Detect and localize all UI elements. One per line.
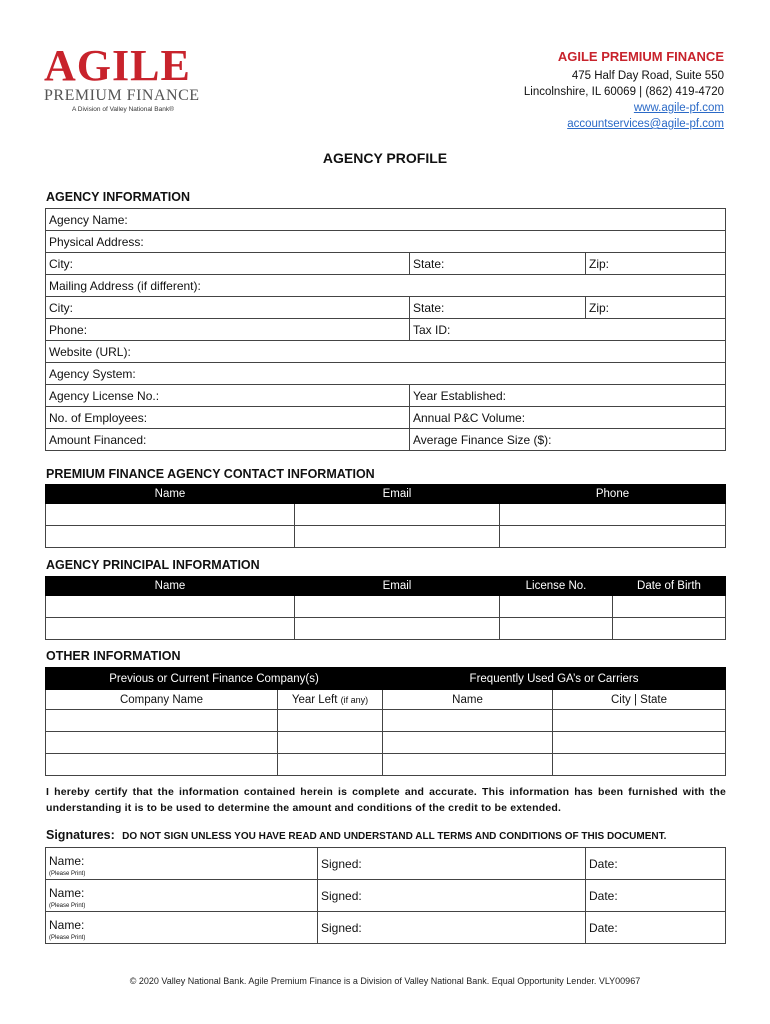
other-info-heading: OTHER INFORMATION	[46, 649, 181, 663]
principal-col-name: Name	[46, 577, 295, 596]
principal-col-email: Email	[295, 577, 500, 596]
year-left-cell[interactable]	[278, 754, 383, 776]
table-row	[46, 710, 726, 732]
signatures-label: Signatures:	[46, 828, 115, 842]
page-title: AGENCY PROFILE	[322, 150, 448, 166]
mailing-city-field[interactable]: City:	[46, 297, 410, 319]
company-name-cell[interactable]	[46, 732, 278, 754]
carrier-city-state-cell[interactable]	[553, 732, 726, 754]
contact-name-cell[interactable]	[46, 526, 295, 548]
footer-copyright: © 2020 Valley National Bank. Agile Premium Finance is a Division of Valley National Bank. Equal Opportunity Lender. VLY00967	[129, 976, 641, 986]
phone-field[interactable]: Phone:	[46, 319, 410, 341]
sig-signed-field[interactable]: Signed:	[318, 848, 586, 880]
agency-name-field[interactable]: Agency Name:	[46, 209, 726, 231]
company-website-link[interactable]: www.agile-pf.com	[633, 102, 724, 114]
contact-email-cell[interactable]	[295, 526, 500, 548]
signatures-warning: DO NOT SIGN UNLESS YOU HAVE READ AND UNDERSTAND ALL TERMS AND CONDITIONS OF THIS DOCUMENT.	[122, 831, 667, 842]
table-row	[46, 596, 726, 618]
mailing-zip-field[interactable]: Zip:	[586, 297, 726, 319]
sig-name-field[interactable]: Name: (Please Print)	[46, 912, 318, 944]
other-col-year-left: Year Left (if any)	[278, 690, 383, 710]
year-left-cell[interactable]	[278, 710, 383, 732]
website-field[interactable]: Website (URL):	[46, 341, 726, 363]
license-no-field[interactable]: Agency License No.:	[46, 385, 410, 407]
sig-date-field[interactable]: Date:	[586, 880, 726, 912]
num-employees-field[interactable]: No. of Employees:	[46, 407, 410, 429]
mailing-state-field[interactable]: State:	[410, 297, 586, 319]
carrier-city-state-cell[interactable]	[553, 754, 726, 776]
annual-volume-field[interactable]: Annual P&C Volume:	[410, 407, 726, 429]
principal-info-table	[45, 576, 726, 640]
principal-col-dob: Date of Birth	[613, 577, 726, 596]
contact-info-heading: PREMIUM FINANCE AGENCY CONTACT INFORMATION	[46, 467, 375, 481]
amount-financed-field[interactable]: Amount Financed:	[46, 429, 410, 451]
contact-name-cell[interactable]	[46, 504, 295, 526]
agency-system-field[interactable]: Agency System:	[46, 363, 726, 385]
company-address-line1: 475 Half Day Road, Suite 550	[571, 70, 724, 82]
company-email-link[interactable]: accountservices@agile-pf.com	[567, 118, 724, 130]
logo-subtitle: PREMIUM FINANCE	[44, 87, 200, 104]
table-row	[46, 912, 726, 944]
principal-email-cell[interactable]	[295, 618, 500, 640]
signatures-heading	[46, 828, 666, 842]
table-row	[46, 754, 726, 776]
agency-info-table	[45, 208, 726, 451]
sig-date-field[interactable]: Date:	[586, 848, 726, 880]
company-contact-block	[524, 48, 724, 132]
carrier-name-cell[interactable]	[383, 754, 553, 776]
table-row	[46, 848, 726, 880]
logo-wordmark: AGILE	[44, 41, 191, 90]
mailing-address-field[interactable]: Mailing Address (if different):	[46, 275, 726, 297]
principal-info-heading: AGENCY PRINCIPAL INFORMATION	[46, 558, 260, 572]
physical-zip-field[interactable]: Zip:	[586, 253, 726, 275]
contact-col-phone: Phone	[500, 485, 726, 504]
year-established-field[interactable]: Year Established:	[410, 385, 726, 407]
principal-email-cell[interactable]	[295, 596, 500, 618]
agency-info-heading: AGENCY INFORMATION	[46, 190, 190, 204]
contact-col-email: Email	[295, 485, 500, 504]
table-row	[46, 732, 726, 754]
other-col-city-state: City | State	[553, 690, 726, 710]
principal-name-cell[interactable]	[46, 596, 295, 618]
sig-signed-field[interactable]: Signed:	[318, 880, 586, 912]
sig-signed-field[interactable]: Signed:	[318, 912, 586, 944]
logo-division: A Division of Valley National Bank®	[72, 106, 174, 113]
principal-dob-cell[interactable]	[613, 596, 726, 618]
company-address-line2: Lincolnshire, IL 60069 | (862) 419-4720	[523, 86, 724, 98]
principal-dob-cell[interactable]	[613, 618, 726, 640]
contact-col-name: Name	[46, 485, 295, 504]
contact-info-table	[45, 484, 726, 548]
company-name-cell[interactable]	[46, 710, 278, 732]
contact-email-cell[interactable]	[295, 504, 500, 526]
table-row	[46, 880, 726, 912]
contact-phone-cell[interactable]	[500, 526, 726, 548]
carriers-group-header: Frequently Used GA’s or Carriers	[383, 668, 726, 690]
principal-col-license: License No.	[500, 577, 613, 596]
carrier-name-cell[interactable]	[383, 710, 553, 732]
physical-city-field[interactable]: City:	[46, 253, 410, 275]
sig-date-field[interactable]: Date:	[586, 912, 726, 944]
physical-state-field[interactable]: State:	[410, 253, 586, 275]
company-name: AGILE PREMIUM FINANCE	[557, 49, 724, 64]
table-row	[46, 526, 726, 548]
year-left-cell[interactable]	[278, 732, 383, 754]
sig-name-field[interactable]: Name: (Please Print)	[46, 848, 318, 880]
prev-finance-group-header: Previous or Current Finance Company(s)	[46, 668, 383, 690]
other-info-table	[45, 667, 726, 776]
sig-name-field[interactable]: Name: (Please Print)	[46, 880, 318, 912]
contact-phone-cell[interactable]	[500, 504, 726, 526]
signature-table	[45, 847, 726, 944]
carrier-name-cell[interactable]	[383, 732, 553, 754]
tax-id-field[interactable]: Tax ID:	[410, 319, 726, 341]
principal-license-cell[interactable]	[500, 596, 613, 618]
other-col-company: Company Name	[46, 690, 278, 710]
principal-license-cell[interactable]	[500, 618, 613, 640]
table-row	[46, 618, 726, 640]
company-logo	[44, 41, 204, 124]
physical-address-field[interactable]: Physical Address:	[46, 231, 726, 253]
other-col-name: Name	[383, 690, 553, 710]
carrier-city-state-cell[interactable]	[553, 710, 726, 732]
company-name-cell[interactable]	[46, 754, 278, 776]
table-row	[46, 504, 726, 526]
principal-name-cell[interactable]	[46, 618, 295, 640]
certification-statement: I hereby certify that the information contained herein is complete and accurate. This information has been furnished with the understanding it is to be used to determine the amount and conditions of the credit to be extended.	[46, 786, 726, 814]
avg-finance-size-field[interactable]: Average Finance Size ($):	[410, 429, 726, 451]
